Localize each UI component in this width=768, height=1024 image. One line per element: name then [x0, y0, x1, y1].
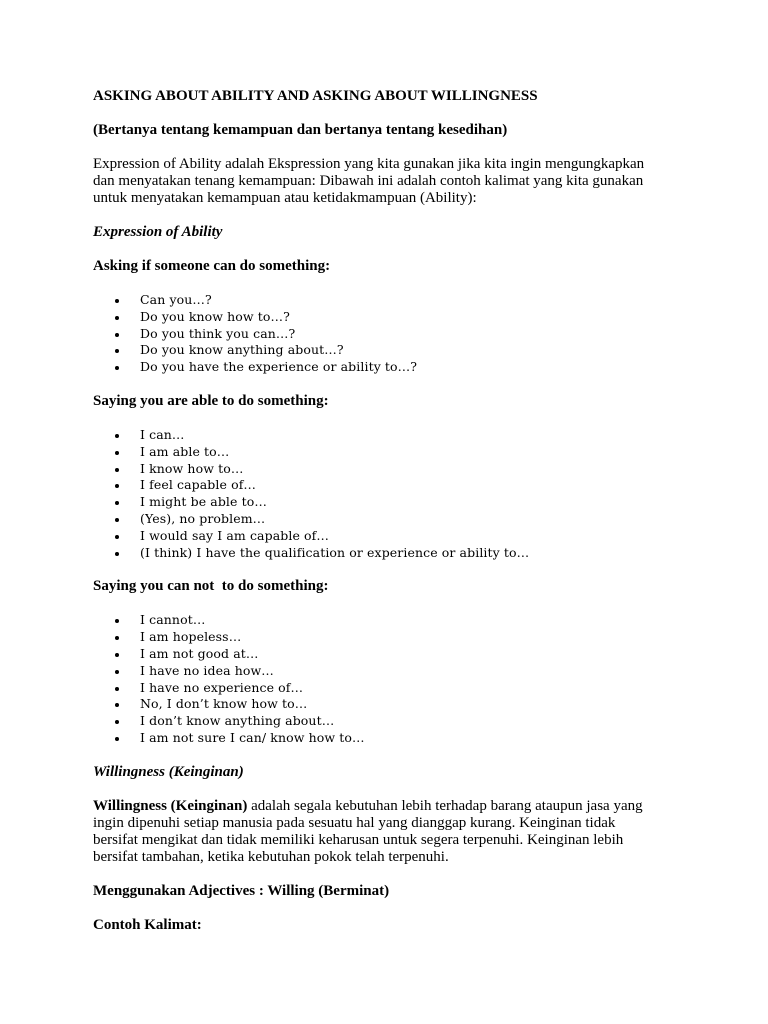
bullet-icon: [115, 333, 119, 337]
adjectives-heading: Menggunakan Adjectives : Willing (Berminat): [93, 882, 390, 899]
willingness-line: Willingness (Keinginan) adalah segala kebutuhan lebih terhadap barang ataupun jasa yang: [93, 797, 643, 814]
list-item: I know how to…: [93, 461, 708, 478]
bullet-icon: [115, 518, 119, 522]
example-heading: Contoh Kalimat:: [93, 916, 202, 933]
willingness-paragraph: [93, 798, 708, 866]
asking-heading: Asking if someone can do something:: [93, 258, 331, 274]
cannot-list: [93, 612, 708, 746]
asking-list: [93, 292, 708, 376]
willingness-line: ingin dipenuhi setiap manusia pada sesuatu hal yang dianggap kurang. Keinginan tidak: [93, 814, 616, 831]
list-item: I can…: [93, 427, 708, 444]
list-item: I might be able to…: [93, 494, 708, 511]
bullet-icon: [115, 434, 119, 438]
bullet-icon: [115, 501, 119, 505]
list-item: Can you…?: [93, 292, 708, 309]
list-item: I feel capable of…: [93, 477, 708, 494]
list-item: I would say I am capable of…: [93, 528, 708, 545]
bullet-icon: [115, 316, 119, 320]
bullet-icon: [115, 636, 119, 640]
intro-line: untuk menyatakan kemampuan atau ketidakmampuan (Ability):: [93, 190, 477, 206]
document-subtitle: (Bertanya tentang kemampuan dan bertanya tentang kesedihan): [93, 122, 508, 138]
able-list: [93, 427, 708, 561]
list-item: Do you think you can…?: [93, 326, 708, 343]
intro-line: Expression of Ability adalah Ekspression yang kita gunakan jika kita ingin mengungkapkan: [93, 156, 645, 172]
list-item: Do you know anything about…?: [93, 342, 708, 359]
bullet-icon: [115, 299, 119, 303]
list-item: I cannot…: [93, 612, 708, 629]
bullet-icon: [115, 349, 119, 353]
willingness-line: bersifat mengikat dan tidak memiliki keharusan untuk segera terpenuhi. Keinginan lebih: [93, 831, 624, 848]
bullet-icon: [115, 619, 119, 623]
bullet-icon: [115, 468, 119, 472]
list-item: (I think) I have the qualification or experience or ability to…: [93, 545, 708, 562]
bullet-icon: [115, 720, 119, 724]
bullet-icon: [115, 552, 119, 556]
intro-line: dan menyatakan tenang kemampuan: Dibawah ini adalah contoh kalimat yang kita gunakan: [93, 173, 644, 189]
cannot-heading: Saying you can not to do something:: [93, 578, 329, 595]
bullet-icon: [115, 703, 119, 707]
bullet-icon: [115, 451, 119, 455]
able-heading: Saying you are able to do something:: [93, 392, 329, 409]
list-item: I don’t know anything about…: [93, 713, 708, 730]
list-item: I am hopeless…: [93, 629, 708, 646]
bullet-icon: [115, 535, 119, 539]
bullet-icon: [115, 687, 119, 691]
list-item: I am not good at…: [93, 646, 708, 663]
list-item: I have no experience of…: [93, 680, 708, 697]
bullet-icon: [115, 653, 119, 657]
willingness-line: bersifat tambahan, ketika kebutuhan pokok telah terpenuhi.: [93, 848, 449, 865]
list-item: Do you have the experience or ability to…?: [93, 359, 708, 376]
bullet-icon: [115, 737, 119, 741]
list-item: I am not sure I can/ know how to…: [93, 730, 708, 747]
list-item: I am able to…: [93, 444, 708, 461]
section-title-willingness: Willingness (Keinginan): [93, 763, 244, 780]
bullet-icon: [115, 484, 119, 488]
willingness-term: Willingness (Keinginan): [93, 797, 248, 814]
document-title: ASKING ABOUT ABILITY AND ASKING ABOUT WILLINGNESS: [93, 88, 538, 104]
bullet-icon: [115, 670, 119, 674]
list-item: Do you know how to…?: [93, 309, 708, 326]
list-item: I have no idea how…: [93, 663, 708, 680]
intro-paragraph: [93, 156, 708, 207]
list-item: (Yes), no problem…: [93, 511, 708, 528]
section-title-ability: Expression of Ability: [93, 224, 223, 240]
bullet-icon: [115, 366, 119, 370]
list-item: No, I don’t know how to…: [93, 696, 708, 713]
